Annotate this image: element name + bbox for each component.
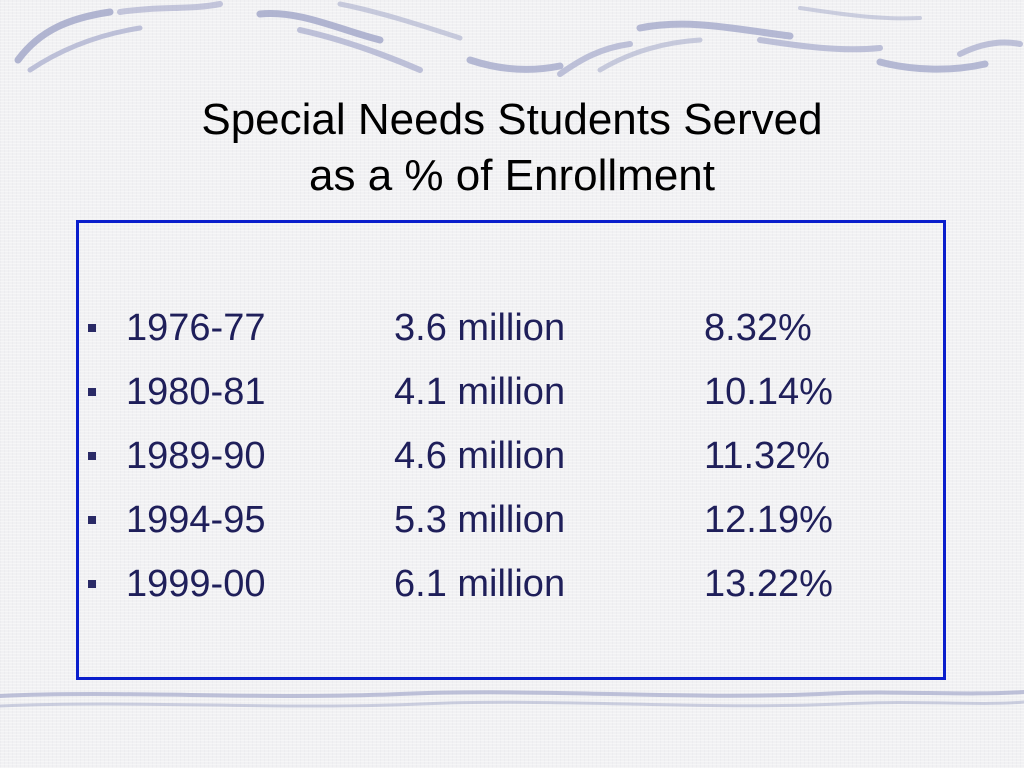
slide-title <box>0 92 1024 204</box>
enrollment-percent: 11.32% <box>704 435 831 477</box>
student-count: 3.6 million <box>394 307 566 349</box>
enrollment-percent: 8.32% <box>704 307 812 349</box>
student-count: 5.3 million <box>394 499 566 541</box>
square-bullet-icon <box>88 580 96 588</box>
student-count: 4.1 million <box>394 371 566 413</box>
period-label: 1980-81 <box>126 371 266 413</box>
period-label: 1989-90 <box>126 435 266 477</box>
enrollment-percent: 12.19% <box>704 499 833 541</box>
period-label: 1976-77 <box>126 307 266 349</box>
student-count: 6.1 million <box>394 563 566 605</box>
period-label: 1999-00 <box>126 563 266 605</box>
student-count: 4.6 million <box>394 435 566 477</box>
square-bullet-icon <box>88 324 96 332</box>
square-bullet-icon <box>88 516 96 524</box>
square-bullet-icon <box>88 452 96 460</box>
title-line-1: Special Needs Students Served <box>201 95 823 144</box>
square-bullet-icon <box>88 388 96 396</box>
enrollment-percent: 10.14% <box>704 371 833 413</box>
period-label: 1994-95 <box>126 499 266 541</box>
enrollment-percent: 13.22% <box>704 563 833 605</box>
title-line-2: as a % of Enrollment <box>309 151 715 200</box>
